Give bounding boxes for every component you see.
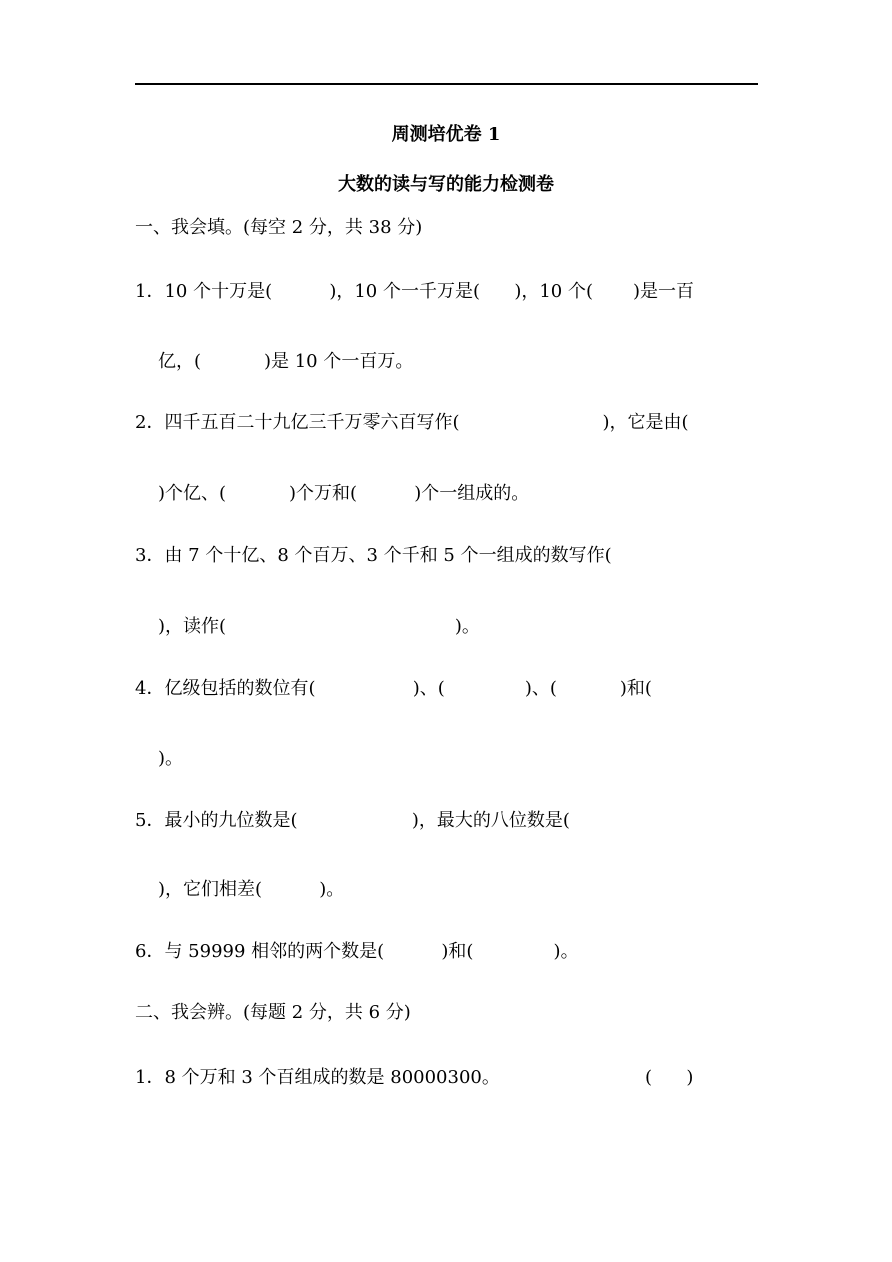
question-5-line-2: )，它们相差( )。 [158, 879, 345, 900]
page-subtitle: 大数的读与写的能力检测卷 [338, 174, 554, 195]
header-rule [135, 83, 758, 85]
question-4-line-2: )。 [158, 748, 184, 769]
question-2-line-1: 2．四千五百二十九亿三千万零六百写作( )，它是由( [135, 412, 689, 433]
question-2-line-2: )个亿、( )个万和( )个一组成的。 [158, 483, 530, 504]
section2-heading: 二、我会辨。(每题 2 分，共 6 分) [135, 1002, 411, 1023]
judge-question-1: 1．8 个万和 3 个百组成的数是 80000300。 [135, 1067, 500, 1088]
question-1-line-2: 亿，( )是 10 个一百万。 [158, 351, 414, 372]
question-3-line-1: 3．由 7 个十亿、8 个百万、3 个千和 5 个一组成的数写作( [135, 545, 612, 566]
page-title: 周测培优卷 1 [391, 124, 501, 145]
question-1-line-1: 1．10 个十万是( )，10 个一千万是( )，10 个( )是一百 [135, 281, 695, 302]
question-5-line-1: 5．最小的九位数是( )，最大的八位数是( [135, 810, 570, 831]
section1-heading: 一、我会填。(每空 2 分，共 38 分) [135, 217, 423, 238]
question-4-line-1: 4．亿级包括的数位有( )、( )、( )和( [135, 678, 652, 699]
judge-answer-parentheses: ( ) [645, 1067, 694, 1088]
question-3-line-2: )，读作( )。 [158, 616, 480, 637]
question-6-line-1: 6．与 59999 相邻的两个数是( )和( )。 [135, 941, 579, 962]
